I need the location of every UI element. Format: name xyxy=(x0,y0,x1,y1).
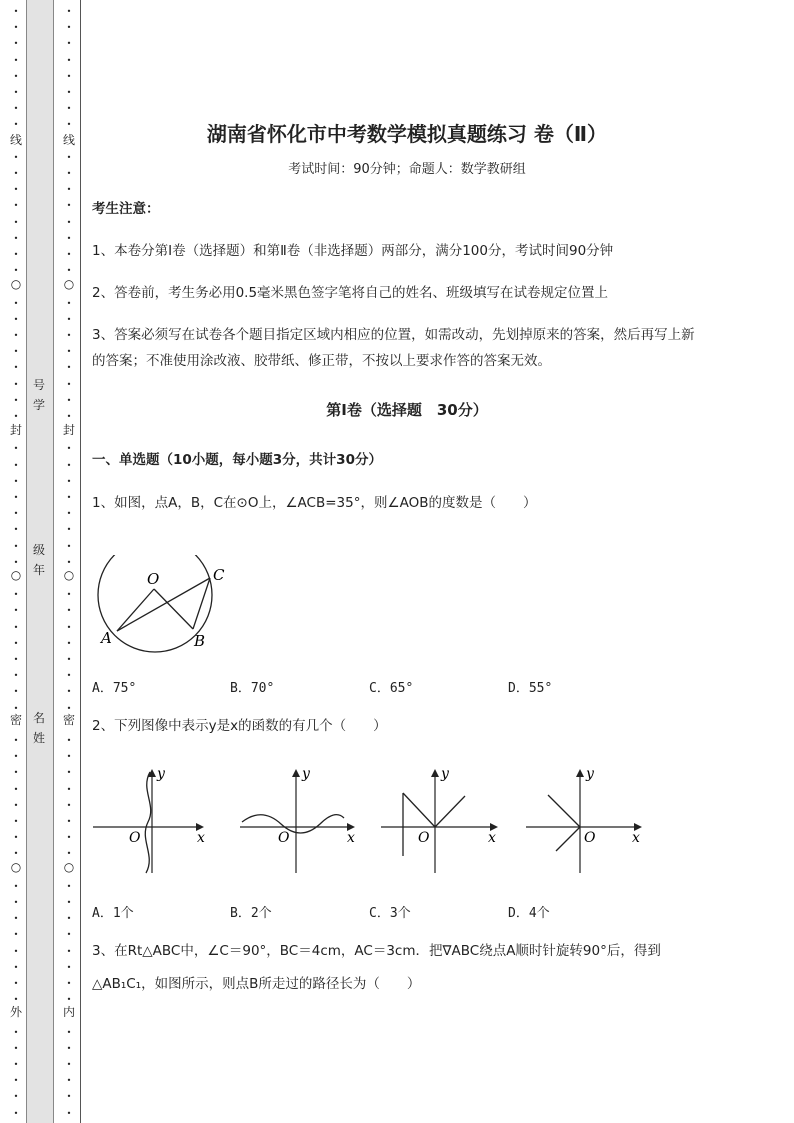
binding-dot: • xyxy=(13,266,19,276)
binding-dot: • xyxy=(13,347,19,357)
binding-dot: • xyxy=(13,250,19,259)
binding-dot: • xyxy=(13,703,19,713)
field-grade: 级年 xyxy=(32,543,45,577)
segment-ac xyxy=(117,578,210,631)
binding-dot: • xyxy=(13,39,19,49)
segment-ob xyxy=(154,589,193,629)
binding-dot: • xyxy=(13,331,19,340)
svg-text:y: y xyxy=(302,766,310,782)
curve-2 xyxy=(242,815,344,833)
binding-dot: • xyxy=(13,622,19,632)
binding-dot: • xyxy=(13,590,19,600)
binding-dot: • xyxy=(66,736,72,745)
binding-dot: • xyxy=(13,962,19,972)
binding-dot: • xyxy=(66,250,72,259)
binding-dot: • xyxy=(13,638,19,648)
label-a: A xyxy=(101,629,112,647)
binding-dot: • xyxy=(13,444,19,454)
q2-graph-3 xyxy=(381,762,506,877)
binding-dot: • xyxy=(13,817,19,826)
binding-dot: • xyxy=(66,590,72,600)
right-dot-column xyxy=(63,0,75,1123)
notice-item-1: 1、本卷分第Ⅰ卷（选择题）和第Ⅱ卷（非选择题）两部分，满分100分，考试时间90分钟 xyxy=(92,243,614,259)
binding-dot: • xyxy=(66,995,72,1005)
exam-info: 考试时间：90分钟；命题人：数学教研组 xyxy=(288,162,526,177)
binding-dot: • xyxy=(66,881,72,891)
binding-dot: • xyxy=(13,460,19,470)
binding-dot: • xyxy=(66,1043,72,1053)
binding-dot: • xyxy=(66,379,72,389)
question-2: 2、下列图像中表示y是x的函数的有几个（ ） xyxy=(92,718,387,734)
binding-dot: • xyxy=(66,655,72,664)
svg-text:O: O xyxy=(129,830,141,846)
binding-dot: • xyxy=(13,914,19,924)
binding-dot: • xyxy=(66,233,72,243)
q2-option-b: B．2个 xyxy=(230,906,272,921)
question-1: 1、如图，点A，B，C在⊙O上，∠ACB=35°，则∠AOB的度数是（ ） xyxy=(92,495,537,511)
q1-circle-figure xyxy=(92,555,242,655)
binding-dot: • xyxy=(66,930,72,940)
svg-text:x: x xyxy=(488,830,496,846)
binding-marker: 封 xyxy=(63,423,76,437)
binding-dot: • xyxy=(13,314,19,324)
binding-dot: • xyxy=(13,493,19,502)
binding-dot: • xyxy=(13,849,19,859)
binding-dot: • xyxy=(13,363,19,373)
binding-marker: ○ xyxy=(63,860,75,874)
svg-text:O: O xyxy=(584,830,596,846)
svg-text:y: y xyxy=(586,766,594,782)
binding-dot: • xyxy=(66,800,72,810)
binding-dot: • xyxy=(66,557,72,567)
binding-dot: • xyxy=(13,71,19,81)
binding-marker: ○ xyxy=(10,277,22,291)
q2-graph-4 xyxy=(525,762,650,877)
section-title: 第Ⅰ卷（选择题 30分） xyxy=(326,401,488,419)
binding-dot: • xyxy=(13,687,19,697)
binding-dot: • xyxy=(13,655,19,664)
notice-item-3: 3、答案必须写在试卷各个题目指定区域内相应的位置，如需改动，先划掉原来的答案，然后再写上新 xyxy=(92,327,695,343)
binding-marker: ○ xyxy=(63,277,75,291)
binding-dot: • xyxy=(66,88,72,97)
q1-option-c: C．65° xyxy=(369,681,414,696)
binding-dot: • xyxy=(66,606,72,616)
binding-dot: • xyxy=(66,185,72,195)
binding-dot: • xyxy=(66,703,72,713)
binding-dot: • xyxy=(66,898,72,907)
binding-dot: • xyxy=(13,23,19,33)
binding-dot: • xyxy=(66,7,72,16)
binding-dot: • xyxy=(66,217,72,227)
binding-dot: • xyxy=(66,638,72,648)
binding-dot: • xyxy=(13,541,19,551)
binding-dot: • xyxy=(13,557,19,567)
svg-text:y: y xyxy=(441,766,449,782)
svg-text:O: O xyxy=(278,830,290,846)
binding-dot: • xyxy=(66,541,72,551)
question-3-cont: △AB₁C₁，如图所示，则点B所走过的路径长为（ ） xyxy=(92,976,421,992)
binding-dot: • xyxy=(13,1108,19,1118)
binding-dot: • xyxy=(13,476,19,486)
page-title: 湖南省怀化市中考数学模拟真题练习 卷（Ⅱ） xyxy=(206,122,608,146)
q1-option-b: B．70° xyxy=(230,681,275,696)
q2-option-d: D．4个 xyxy=(508,906,550,921)
binding-marker: 密 xyxy=(10,713,23,727)
binding-dot: • xyxy=(66,120,72,130)
binding-dot: • xyxy=(13,881,19,891)
binding-dot: • xyxy=(66,444,72,454)
binding-dot: • xyxy=(13,1092,19,1102)
binding-dot: • xyxy=(66,347,72,357)
binding-marker: 内 xyxy=(63,1005,76,1019)
binding-dot: • xyxy=(66,476,72,486)
binding-marker: ○ xyxy=(63,568,75,582)
binding-dot: • xyxy=(13,55,19,65)
binding-dot: • xyxy=(13,833,19,843)
binding-dot: • xyxy=(66,1060,72,1069)
binding-dot: • xyxy=(66,671,72,681)
binding-marker: 线 xyxy=(63,133,76,147)
binding-dot: • xyxy=(66,493,72,502)
binding-margin xyxy=(0,0,84,1123)
binding-dot: • xyxy=(66,752,72,762)
binding-dot: • xyxy=(66,1108,72,1118)
question-3: 3、在Rt△ABC中，∠C＝90°，BC＝4cm，AC＝3cm．把∇ABC绕点A顺时针旋转90°后，得到 xyxy=(92,943,661,959)
binding-dot: • xyxy=(13,152,19,162)
binding-dot: • xyxy=(13,946,19,956)
binding-dot: • xyxy=(13,185,19,195)
part-title: 一、单选题（10小题，每小题3分，共计30分） xyxy=(92,452,382,468)
binding-dot: • xyxy=(13,217,19,227)
curve-1 xyxy=(145,772,150,873)
binding-dot: • xyxy=(13,979,19,988)
binding-dot: • xyxy=(13,298,19,308)
binding-dot: • xyxy=(66,914,72,924)
binding-dot: • xyxy=(13,169,19,178)
q2-option-c: C．3个 xyxy=(369,906,411,921)
binding-dot: • xyxy=(66,509,72,519)
binding-dot: • xyxy=(66,962,72,972)
binding-dot: • xyxy=(66,768,72,778)
binding-dot: • xyxy=(13,120,19,130)
label-o: O xyxy=(147,570,160,588)
binding-marker: 外 xyxy=(10,1005,23,1019)
field-name: 名姓 xyxy=(32,711,45,745)
svg-text:O: O xyxy=(418,830,430,846)
svg-text:x: x xyxy=(347,830,355,846)
binding-dot: • xyxy=(66,784,72,794)
notice-item-2: 2、答卷前，考生务必用0.5毫米黑色签字笔将自己的姓名、班级填写在试卷规定位置上 xyxy=(92,285,609,301)
q1-option-a: A．75° xyxy=(92,681,137,696)
binding-dot: • xyxy=(66,363,72,373)
binding-dot: • xyxy=(66,39,72,49)
binding-dot: • xyxy=(66,314,72,324)
binding-dot: • xyxy=(13,104,19,114)
binding-dot: • xyxy=(66,979,72,988)
binding-dot: • xyxy=(66,412,72,421)
binding-dot: • xyxy=(13,1060,19,1069)
binding-dot: • xyxy=(66,833,72,843)
binding-dot: • xyxy=(13,7,19,16)
q2-graph-2 xyxy=(240,762,365,877)
binding-dot: • xyxy=(66,55,72,65)
binding-dot: • xyxy=(13,752,19,762)
label-c: C xyxy=(213,566,225,584)
binding-dot: • xyxy=(13,606,19,616)
binding-dot: • xyxy=(13,412,19,421)
binding-dot: • xyxy=(13,88,19,97)
binding-dot: • xyxy=(13,800,19,810)
notice-heading: 考生注意： xyxy=(92,201,160,217)
binding-dot: • xyxy=(13,233,19,243)
binding-dot: • xyxy=(13,1076,19,1086)
binding-marker: ○ xyxy=(10,568,22,582)
q2-option-a: A．1个 xyxy=(92,906,134,921)
binding-dot: • xyxy=(13,784,19,794)
binding-dot: • xyxy=(66,849,72,859)
svg-text:x: x xyxy=(632,830,640,846)
binding-dot: • xyxy=(66,201,72,211)
binding-dot: • xyxy=(66,946,72,956)
binding-dot: • xyxy=(13,768,19,778)
binding-line xyxy=(80,0,81,1123)
binding-dot: • xyxy=(66,1076,72,1086)
binding-dot: • xyxy=(66,525,72,535)
svg-text:x: x xyxy=(197,830,205,846)
binding-dot: • xyxy=(66,23,72,33)
binding-marker: ○ xyxy=(10,860,22,874)
binding-dot: • xyxy=(13,995,19,1005)
binding-dot: • xyxy=(66,331,72,340)
binding-dot: • xyxy=(66,71,72,81)
binding-dot: • xyxy=(66,460,72,470)
svg-text:y: y xyxy=(157,766,165,782)
binding-dot: • xyxy=(66,395,72,405)
binding-dot: • xyxy=(13,201,19,211)
binding-dot: • xyxy=(66,1027,72,1037)
binding-dot: • xyxy=(13,525,19,535)
binding-marker: 线 xyxy=(10,133,23,147)
binding-dot: • xyxy=(66,687,72,697)
binding-dot: • xyxy=(66,1092,72,1102)
label-b: B xyxy=(194,632,206,650)
binding-dot: • xyxy=(66,169,72,178)
binding-dot: • xyxy=(66,104,72,114)
notice-item-3-cont: 的答案；不准使用涂改液、胶带纸、修正带，不按以上要求作答的答案无效。 xyxy=(92,353,551,369)
field-student-id: 号学 xyxy=(32,378,45,412)
binding-dot: • xyxy=(13,671,19,681)
q1-option-d: D．55° xyxy=(508,681,553,696)
binding-marker: 封 xyxy=(10,423,23,437)
q2-graph-1 xyxy=(92,762,217,877)
binding-dot: • xyxy=(13,736,19,745)
binding-dot: • xyxy=(13,379,19,389)
left-dot-column xyxy=(10,0,22,1123)
binding-marker: 密 xyxy=(63,713,76,727)
segment-oa xyxy=(117,589,154,631)
binding-dot: • xyxy=(13,1043,19,1053)
binding-dot: • xyxy=(13,509,19,519)
binding-dot: • xyxy=(13,1027,19,1037)
binding-dot: • xyxy=(66,817,72,826)
binding-dot: • xyxy=(13,395,19,405)
binding-dot: • xyxy=(13,898,19,907)
binding-dot: • xyxy=(66,266,72,276)
binding-dot: • xyxy=(66,152,72,162)
binding-dot: • xyxy=(66,622,72,632)
binding-dot: • xyxy=(66,298,72,308)
binding-dot: • xyxy=(13,930,19,940)
